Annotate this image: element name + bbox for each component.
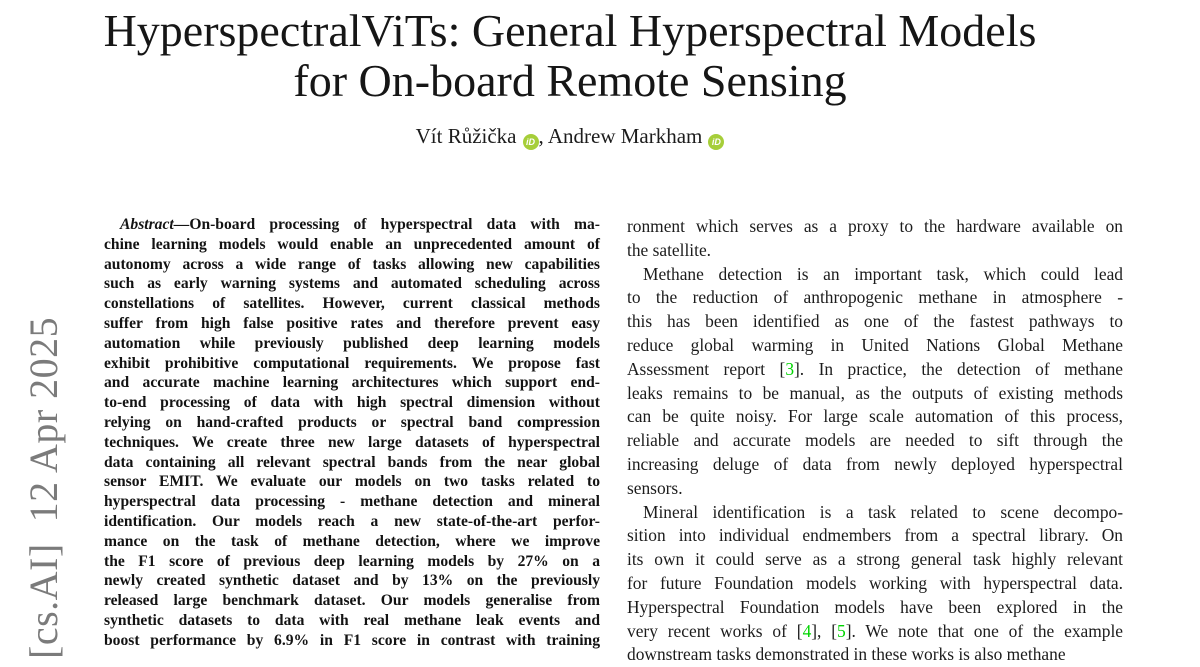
text-line: sensor EMIT. We evaluate our models on two tasks related to xyxy=(104,473,600,491)
text-line: autonomy across a wide range of tasks allowing new capabilities xyxy=(104,255,600,273)
two-column-layout xyxy=(104,215,1123,667)
abstract-column xyxy=(104,215,600,651)
text-line: increasing deluge of data from newly deployed hyperspectral xyxy=(627,453,1123,474)
text-line: suffer from high false positive rates and therefore prevent easy xyxy=(104,314,600,332)
text-line: sensors. xyxy=(627,477,683,498)
arxiv-stamp: [cs.AI] 12 Apr 2025 xyxy=(21,316,66,659)
text-line: sition into individual endmembers from a spectral library. On xyxy=(627,525,1123,546)
paper-title-line2: for On-board Remote Sensing xyxy=(293,55,847,106)
text-line: identification. Our models reach a new state-of-the-art perfor- xyxy=(104,512,600,530)
text-line: for future Foundation models working with hyperspectral data. xyxy=(627,572,1123,593)
citation-link[interactable]: 3 xyxy=(785,358,795,379)
text-line: can be quite noisy. For large scale automation of this process, xyxy=(627,406,1123,427)
text-line: relying on hand-crafted products or spectral band compression xyxy=(104,413,600,431)
citation-link[interactable]: 5 xyxy=(837,620,846,641)
text-line: hyperspectral data processing - methane detection and mineral xyxy=(104,493,600,511)
text-line: reduce global warming in United Nations Global Methane xyxy=(627,334,1123,355)
text-line: the F1 score of previous deep learning models by 27% on a xyxy=(104,552,600,570)
text-line: released large benchmark dataset. Our models generalise from xyxy=(104,592,600,610)
text-line: Assessment report [3]. In practice, the detection of methane xyxy=(627,358,1123,379)
text-line: constellations of satellites. However, current classical methods xyxy=(104,295,600,313)
text-line: very recent works of [4], [5]. We note that one of the example xyxy=(627,620,1124,641)
text-line: leaks remains to be manual, as the outputs of existing methods xyxy=(627,382,1123,403)
body-column xyxy=(627,215,1123,667)
text-line: reliable and accurate models are needed to sift through the xyxy=(627,430,1123,451)
orcid-icon[interactable]: iD xyxy=(708,134,724,150)
text-line: data containing all relevant spectral bands from the near global xyxy=(104,453,600,471)
text-line: Mineral identification is a task related to scene decompo- xyxy=(643,501,1123,522)
author-name: Vít Růžička xyxy=(415,124,517,148)
author-separator: , xyxy=(538,124,548,148)
text-line: exhibit prohibitive computational requirements. We propose fast xyxy=(104,354,600,372)
text-line: and accurate machine learning architectures which support end- xyxy=(104,374,600,392)
citation-link[interactable]: 4 xyxy=(802,620,812,641)
paper-title xyxy=(0,6,1140,106)
author-name: Andrew Markham xyxy=(547,124,703,148)
paragraph xyxy=(627,501,1123,667)
text-line: techniques. We create three new large datasets of hyperspectral xyxy=(104,433,600,451)
text-line: the satellite. xyxy=(627,239,712,260)
text-line: automation while previously published deep learning models xyxy=(104,334,600,352)
author-line xyxy=(0,124,1140,150)
paper-title-line1: HyperspectralViTs: General Hyperspectral Models xyxy=(103,5,1037,56)
text-line: to the reduction of anthropogenic methane in atmosphere - xyxy=(627,287,1123,308)
text-line: such as early warning systems and automated scheduling across xyxy=(104,275,600,293)
orcid-icon[interactable]: iD xyxy=(523,134,539,150)
text-line: chine learning models would enable an unprecedented amount of xyxy=(104,235,600,253)
text-line: to-end processing of data with high spectral dimension without xyxy=(104,394,600,412)
text-line: Hyperspectral Foundation models have been explored in the xyxy=(627,596,1123,617)
text-line: Methane detection is an important task, which could lead xyxy=(643,263,1123,284)
text-line: this has been identified as one of the fastest pathways to xyxy=(627,311,1123,332)
text-line: Abstract—On-board processing of hyperspectral data with ma- xyxy=(120,216,600,233)
text-line: its own it could serve as a strong general task highly relevant xyxy=(627,549,1123,570)
text-line: boost performance by 6.9% in F1 score in contrast with training xyxy=(104,631,600,649)
text-line: ronment which serves as a proxy to the hardware available on xyxy=(627,216,1123,236)
text-line: newly created synthetic dataset and by 13% on the previously xyxy=(104,572,600,590)
abstract-label: Abstract— xyxy=(120,216,190,233)
paragraph xyxy=(627,215,1123,263)
text-line: downstream tasks demonstrated in these works is also methane xyxy=(627,644,1066,665)
text-line: mance on the task of methane detection, where we improve xyxy=(104,532,600,550)
text-line: synthetic datasets to data with real methane leak events and xyxy=(104,611,600,629)
paragraph xyxy=(627,263,1123,501)
